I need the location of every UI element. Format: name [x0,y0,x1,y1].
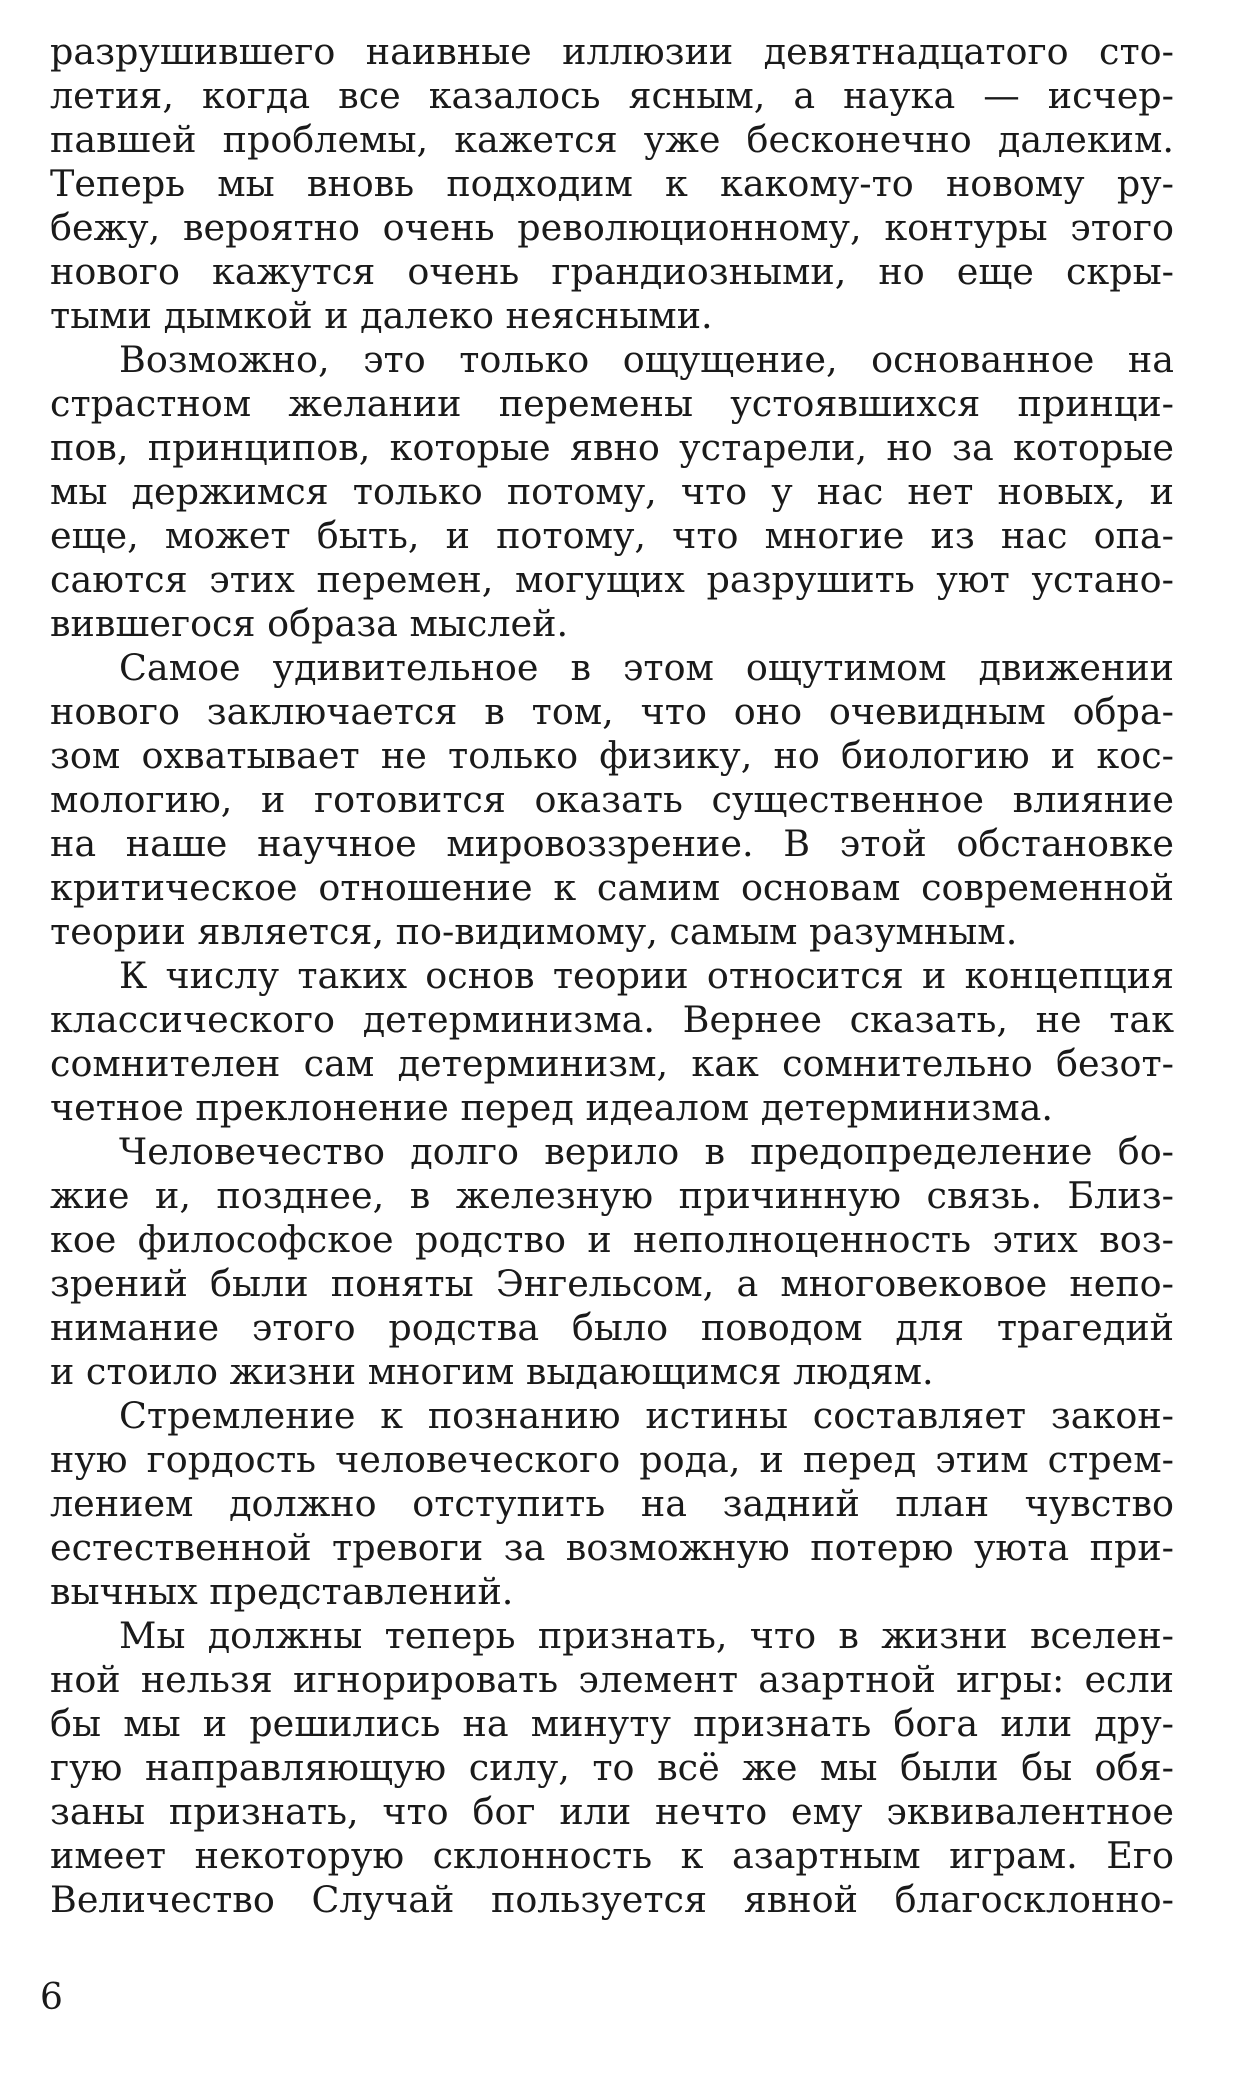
text-line: мы держимся только потому, что у нас нет новых, и [50,470,1174,513]
text-line: бы мы и решились на минуту признать бога или дру- [50,1702,1174,1745]
text-line: ную гордость человеческого рода, и перед этим стрем- [50,1438,1174,1481]
text-line: Возможно, это только ощущение, основанное на [119,338,1174,381]
text-line: имеет некоторую склонность к азартным играм. Его [50,1834,1174,1877]
text-line: вившегося образа мыслей. [50,602,569,645]
paragraph [50,1130,1174,1394]
text-line: саются этих перемен, могущих разрушить уют устано- [50,558,1174,601]
text-line: вычных представлений. [50,1570,514,1613]
paragraph [50,646,1174,954]
text-line: естественной тревоги за возможную потерю уюта при- [50,1526,1174,1569]
text-line: пов, принципов, которые явно устарели, но за которые [50,426,1174,469]
text-line: Теперь мы вновь подходим к какому-то новому ру- [50,162,1174,205]
text-line: летия, когда все казалось ясным, а наука — исчер- [50,74,1174,117]
text-line: на наше научное мировоззрение. В этой обстановке [50,822,1174,865]
text-line: кое философское родство и неполноценность этих воз- [50,1218,1174,1261]
text-line: нового заключается в том, что оно очевидным обра- [50,690,1174,733]
text-line: зрений были поняты Энгельсом, а многовековое непо- [50,1262,1174,1305]
paragraph [50,954,1174,1130]
text-line: бежу, вероятно очень революционному, контуры этого [50,206,1174,249]
text-line: мологию, и готовится оказать существенное влияние [50,778,1174,821]
paragraph [50,338,1174,646]
text-line: и стоило жизни многим выдающимся людям. [50,1350,934,1393]
text-line: критическое отношение к самим основам современной [50,866,1174,909]
text-line: лением должно отступить на задний план чувство [50,1482,1174,1525]
text-line: четное преклонение перед идеалом детерминизма. [50,1086,1054,1129]
text-line: страстном желании перемены устоявшихся принци- [50,382,1174,425]
text-line: павшей проблемы, кажется уже бесконечно далеким. [50,118,1174,161]
text-line: Стремление к познанию истины составляет закон- [119,1394,1174,1437]
text-line: Человечество долго верило в предопределение бо- [119,1130,1174,1173]
paragraph [50,30,1174,338]
text-line: еще, может быть, и потому, что многие из нас опа- [50,514,1174,557]
text-line: заны признать, что бог или нечто ему эквивалентное [50,1790,1174,1833]
text-line: разрушившего наивные иллюзии девятнадцатого сто- [50,30,1174,73]
paragraph [50,1614,1174,1922]
text-body [50,30,1174,1922]
text-line: К числу таких основ теории относится и концепция [119,954,1174,997]
text-line: зом охватывает не только физику, но биологию и кос- [50,734,1174,777]
text-line: Мы должны теперь признать, что в жизни вселен- [119,1614,1174,1657]
text-line: нового кажутся очень грандиозными, но еще скры- [50,250,1174,293]
paragraph [50,1394,1174,1614]
text-line: Величество Случай пользуется явной благосклонно- [50,1878,1174,1921]
page-number: 6 [40,1977,63,2018]
text-line: тыми дымкой и далеко неясными. [50,294,713,337]
text-line: ной нельзя игнорировать элемент азартной игры: если [50,1658,1174,1701]
text-line: сомнителен сам детерминизм, как сомнительно безот- [50,1042,1174,1085]
text-line: Самое удивительное в этом ощутимом движении [119,646,1174,689]
text-line: нимание этого родства было поводом для трагедий [50,1306,1174,1349]
text-line: жие и, позднее, в железную причинную связь. Близ- [50,1174,1174,1217]
text-line: гую направляющую силу, то всё же мы были бы обя- [50,1746,1174,1789]
text-line: теории является, по-видимому, самым разумным. [50,910,1018,953]
text-line: классического детерминизма. Вернее сказать, не так [50,998,1174,1041]
